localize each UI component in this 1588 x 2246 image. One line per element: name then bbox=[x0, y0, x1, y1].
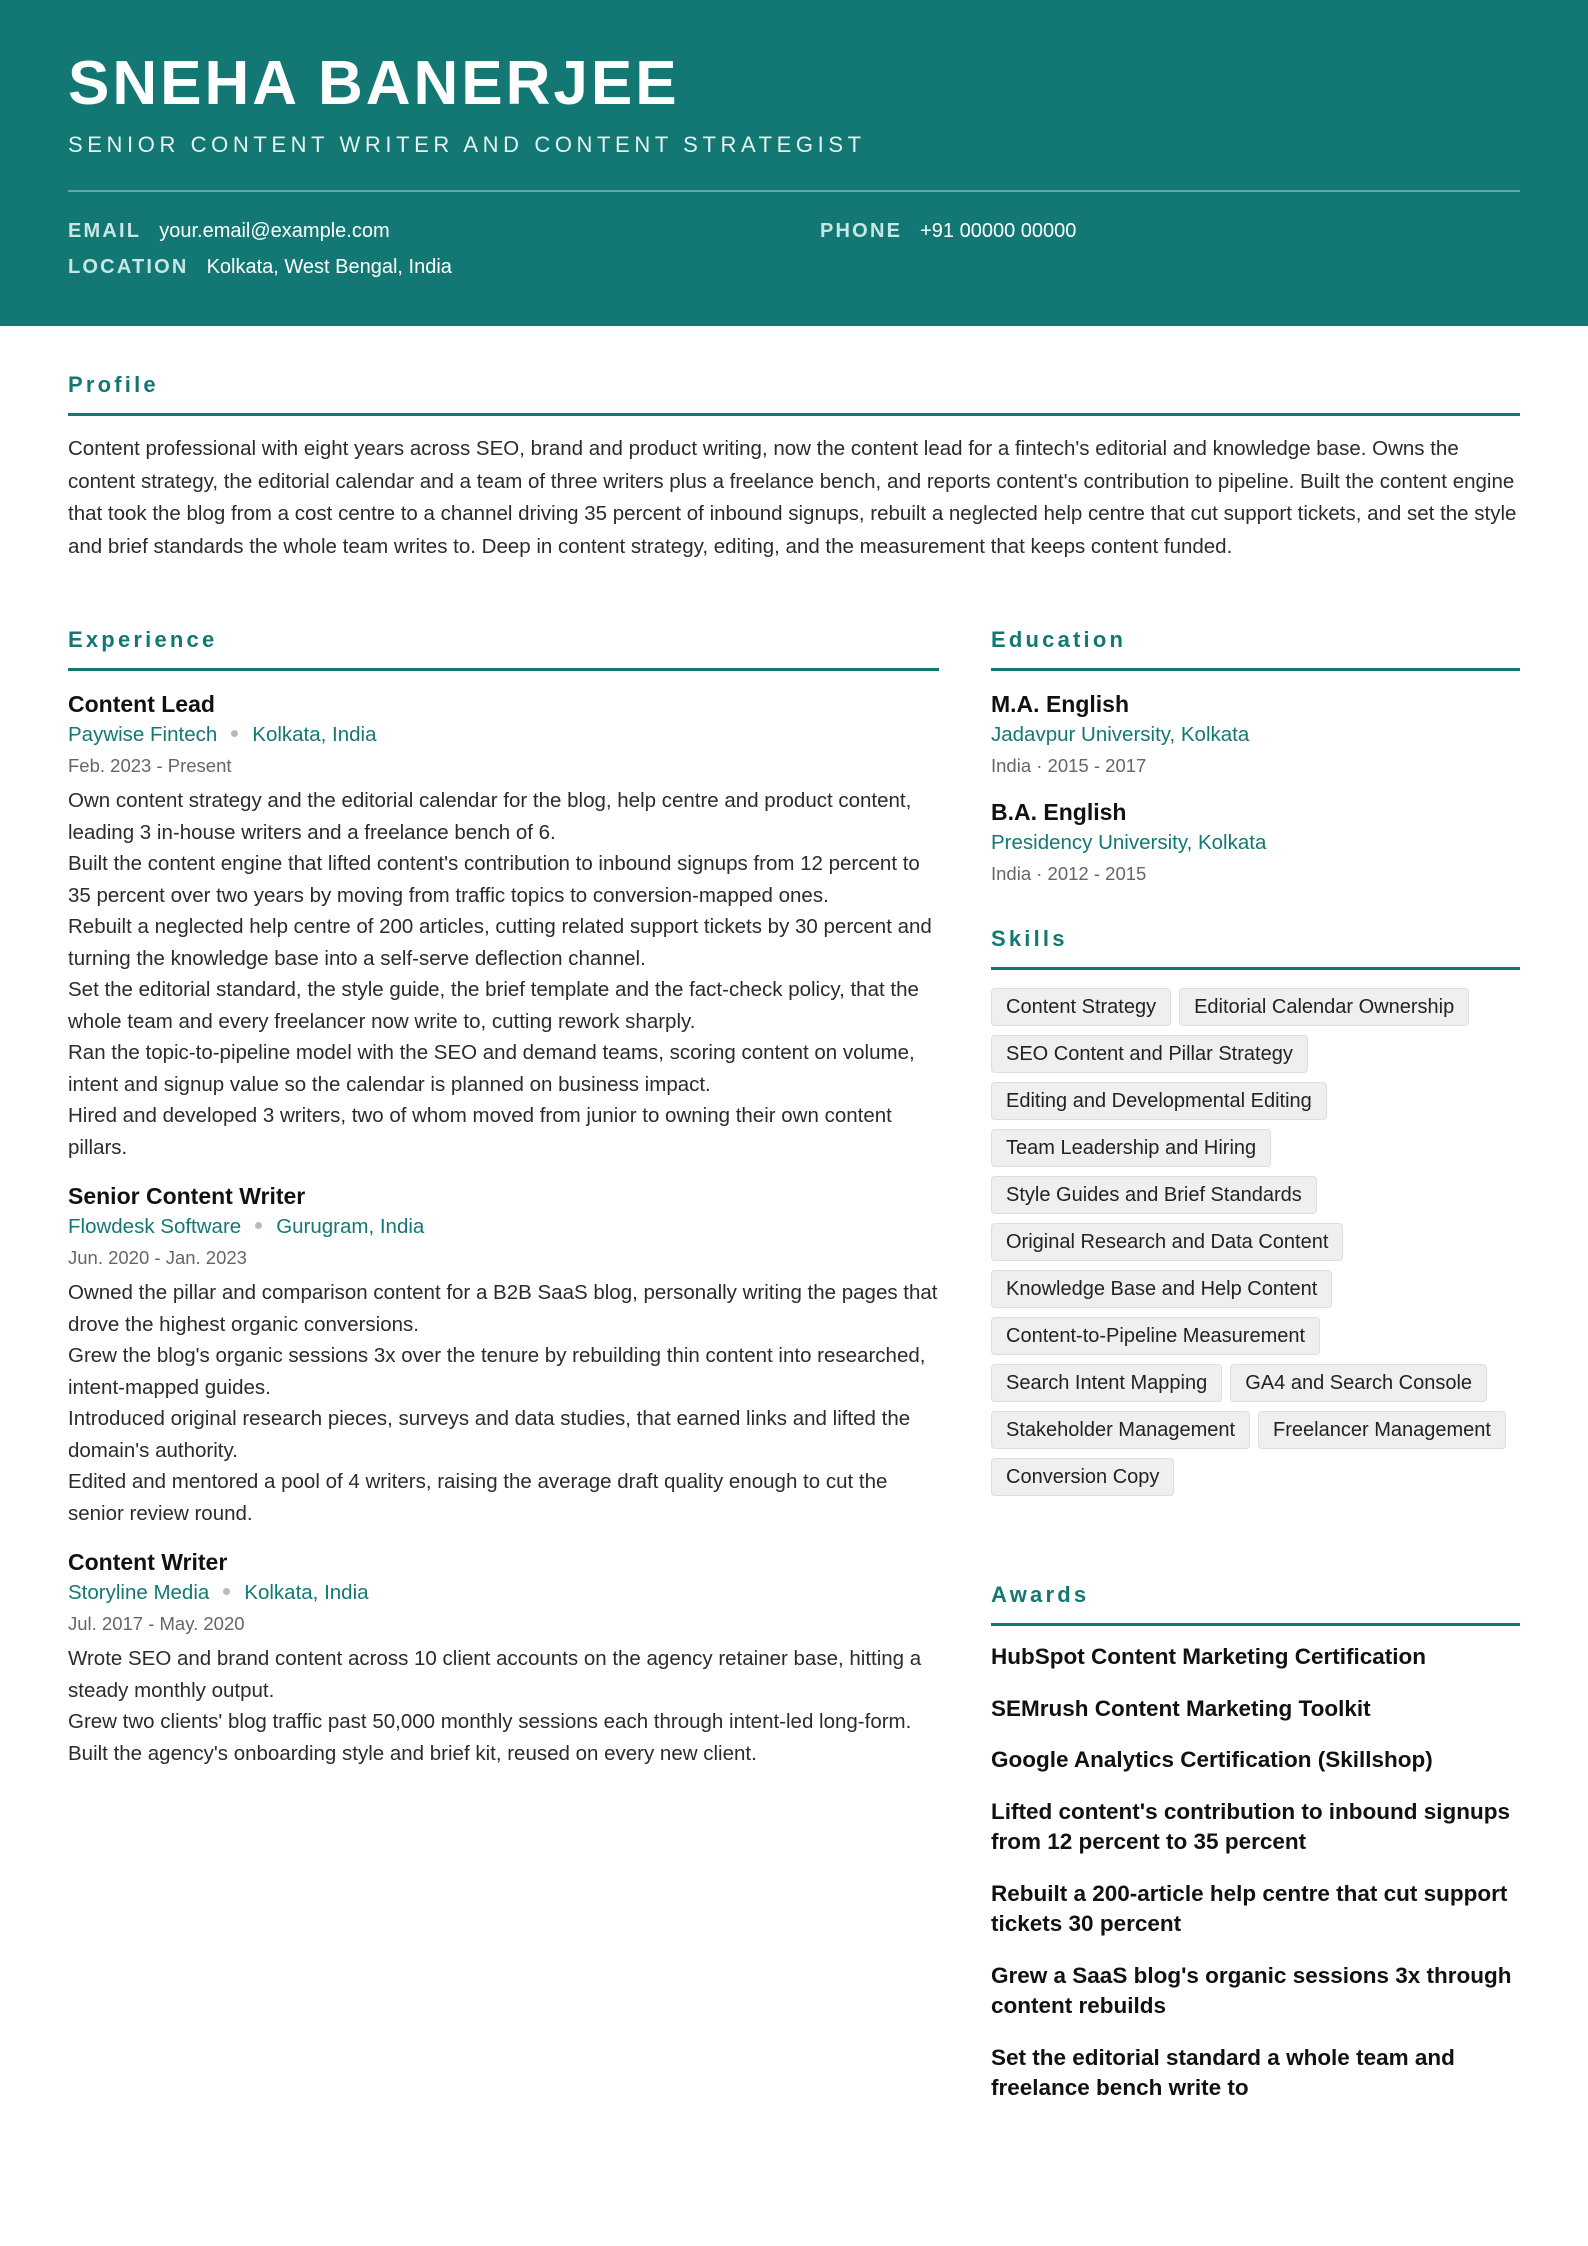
section-title: Profile bbox=[68, 372, 159, 397]
award-item: Grew a SaaS blog's organic sessions 3x through content rebuilds bbox=[991, 1962, 1512, 2018]
list-item: Owned the pillar and comparison content for a B2B SaaS blog, personally writing the pages that drove the highest organic conversions. bbox=[68, 1281, 938, 1336]
resume-header bbox=[0, 0, 1588, 326]
job-bullets bbox=[68, 1643, 939, 1769]
email-label: EMAIL bbox=[68, 220, 142, 242]
section-title: Experience bbox=[68, 627, 218, 652]
job-title: Content Writer bbox=[68, 1549, 228, 1575]
job-title: Content Lead bbox=[68, 691, 215, 717]
award-item: Rebuilt a 200-article help centre that cut support tickets 30 percent bbox=[991, 1880, 1508, 1936]
job-location: Kolkata, India bbox=[252, 723, 377, 746]
list-item: Rebuilt a neglected help centre of 200 articles, cutting related support tickets by 30 percent and turning the knowledge base into a self-serve deflection channel. bbox=[68, 915, 932, 970]
education-entry bbox=[991, 689, 1520, 781]
separator-dot bbox=[223, 1588, 230, 1595]
skill-tag: SEO Content and Pillar Strategy bbox=[991, 1035, 1308, 1073]
job-meta bbox=[68, 1577, 939, 1609]
job-company: Flowdesk Software bbox=[68, 1215, 242, 1238]
location-label: LOCATION bbox=[68, 256, 189, 278]
job-bullets bbox=[68, 1277, 939, 1529]
location-value: Kolkata, West Bengal, India bbox=[206, 256, 452, 278]
education-degree: B.A. English bbox=[991, 799, 1127, 825]
education-entry bbox=[991, 797, 1520, 889]
skill-tag: Original Research and Data Content bbox=[991, 1223, 1343, 1261]
list-item: Grew two clients' blog traffic past 50,000 monthly sessions each through intent-led long-form. bbox=[68, 1710, 912, 1733]
skill-list bbox=[991, 988, 1520, 1496]
award-item: Set the editorial standard a whole team and freelance bench write to bbox=[991, 2044, 1455, 2100]
list-item: Own content strategy and the editorial calendar for the blog, help centre and product content, leading 3 in-house writers and a freelance bench of 6. bbox=[68, 789, 912, 844]
job-company: Paywise Fintech bbox=[68, 723, 218, 746]
award-item: SEMrush Content Marketing Toolkit bbox=[991, 1695, 1371, 1721]
list-item: Set the editorial standard, the style guide, the brief template and the fact-check policy, that the whole team and every freelancer now write to, cutting rework sharply. bbox=[68, 978, 919, 1033]
list-item: Wrote SEO and brand content across 10 client accounts on the agency retainer base, hitting a steady monthly output. bbox=[68, 1647, 922, 1702]
profile-section bbox=[68, 370, 1520, 563]
candidate-name: SNEHA BANERJEE bbox=[68, 49, 680, 118]
skills-section bbox=[991, 924, 1520, 1496]
list-item: Built the agency's onboarding style and brief kit, reused on every new client. bbox=[68, 1741, 757, 1765]
education-meta: India · 2015 - 2017 bbox=[991, 755, 1147, 776]
skill-tag: Editing and Developmental Editing bbox=[991, 1082, 1327, 1120]
separator-dot bbox=[255, 1222, 262, 1229]
job-meta bbox=[68, 1211, 939, 1243]
section-divider bbox=[68, 668, 939, 671]
skill-tag: Content Strategy bbox=[991, 988, 1171, 1026]
skill-tag: GA4 and Search Console bbox=[1230, 1364, 1487, 1402]
job-entry bbox=[68, 1181, 939, 1529]
separator-dot bbox=[231, 730, 238, 737]
job-dates: Feb. 2023 - Present bbox=[68, 755, 232, 776]
skill-tag: Style Guides and Brief Standards bbox=[991, 1176, 1317, 1214]
candidate-title: SENIOR CONTENT WRITER AND CONTENT STRATEGIST bbox=[68, 132, 866, 157]
education-school: Jadavpur University, Kolkata bbox=[991, 723, 1250, 746]
experience-section bbox=[68, 625, 939, 1769]
profile-summary: Content professional with eight years across SEO, brand and product writing, now the content lead for a fintech's editorial and knowledge base. Owns the content strategy, the editorial calendar and a team of three writers plus a freelance bench, and reports content's contribution to pipeline. Built the content engine that took the blog from a cost centre to a channel driving 35 percent of inbound signups, rebuilt a neglected help centre that cut support tickets, and set the style and brief standards the whole team writes to. Deep in content strategy, editing, and the measurement that keeps content funded. bbox=[68, 437, 1517, 558]
email-value[interactable]: your.email@example.com bbox=[159, 220, 390, 242]
section-divider bbox=[991, 967, 1520, 970]
skill-tag: Editorial Calendar Ownership bbox=[1179, 988, 1469, 1026]
phone-label: PHONE bbox=[820, 220, 903, 242]
education-degree: M.A. English bbox=[991, 691, 1129, 717]
list-item: Hired and developed 3 writers, two of whom moved from junior to owning their own content pillars. bbox=[68, 1104, 892, 1159]
award-item: Lifted content's contribution to inbound signups from 12 percent to 35 percent bbox=[991, 1798, 1511, 1854]
list-item: Edited and mentored a pool of 4 writers, raising the average draft quality enough to cut the senior review round. bbox=[68, 1470, 888, 1525]
job-location: Gurugram, India bbox=[276, 1215, 425, 1238]
section-divider bbox=[991, 1623, 1520, 1626]
education-school: Presidency University, Kolkata bbox=[991, 831, 1267, 854]
list-item: Built the content engine that lifted content's contribution to inbound signups from 12 percent to 35 percent over two years by moving from traffic topics to conversion-mapped ones. bbox=[68, 852, 920, 907]
skill-tag: Stakeholder Management bbox=[991, 1411, 1250, 1449]
skill-tag: Conversion Copy bbox=[991, 1458, 1174, 1496]
job-entry bbox=[68, 1547, 939, 1769]
skill-tag: Search Intent Mapping bbox=[991, 1364, 1222, 1402]
section-title: Skills bbox=[991, 926, 1068, 951]
education-meta: India · 2012 - 2015 bbox=[991, 863, 1147, 884]
education-section bbox=[991, 625, 1520, 889]
list-item: Ran the topic-to-pipeline model with the SEO and demand teams, scoring content on volume, intent and signup value so the calendar is planned on business impact. bbox=[68, 1041, 915, 1096]
phone-value[interactable]: +91 00000 00000 bbox=[920, 220, 1077, 242]
skill-tag: Team Leadership and Hiring bbox=[991, 1129, 1271, 1167]
section-divider bbox=[991, 668, 1520, 671]
award-item: HubSpot Content Marketing Certification bbox=[991, 1644, 1426, 1669]
section-title: Education bbox=[991, 627, 1127, 652]
list-item: Grew the blog's organic sessions 3x over the tenure by rebuilding thin content into researched, intent-mapped guides. bbox=[68, 1344, 926, 1399]
job-bullets bbox=[68, 785, 939, 1163]
section-title: Awards bbox=[991, 1582, 1090, 1607]
job-location: Kolkata, India bbox=[244, 1581, 369, 1604]
contact-phone bbox=[820, 217, 1076, 245]
contact-location bbox=[68, 253, 452, 281]
awards-section bbox=[991, 1580, 1520, 2125]
section-divider bbox=[68, 413, 1520, 416]
award-item: Google Analytics Certification (Skillshop) bbox=[991, 1747, 1433, 1772]
job-meta bbox=[68, 719, 939, 751]
job-company: Storyline Media bbox=[68, 1581, 210, 1604]
job-dates: Jul. 2017 - May. 2020 bbox=[68, 1613, 245, 1634]
skill-tag: Freelancer Management bbox=[1258, 1411, 1506, 1449]
header-divider bbox=[68, 190, 1520, 192]
job-title: Senior Content Writer bbox=[68, 1183, 306, 1209]
contact-email bbox=[68, 217, 390, 245]
job-entry bbox=[68, 689, 939, 1163]
list-item: Introduced original research pieces, surveys and data studies, that earned links and lifted the domain's authority. bbox=[68, 1407, 911, 1462]
award-list bbox=[991, 1642, 1520, 2104]
skill-tag: Content-to-Pipeline Measurement bbox=[991, 1317, 1320, 1355]
job-dates: Jun. 2020 - Jan. 2023 bbox=[68, 1247, 247, 1268]
skill-tag: Knowledge Base and Help Content bbox=[991, 1270, 1332, 1308]
